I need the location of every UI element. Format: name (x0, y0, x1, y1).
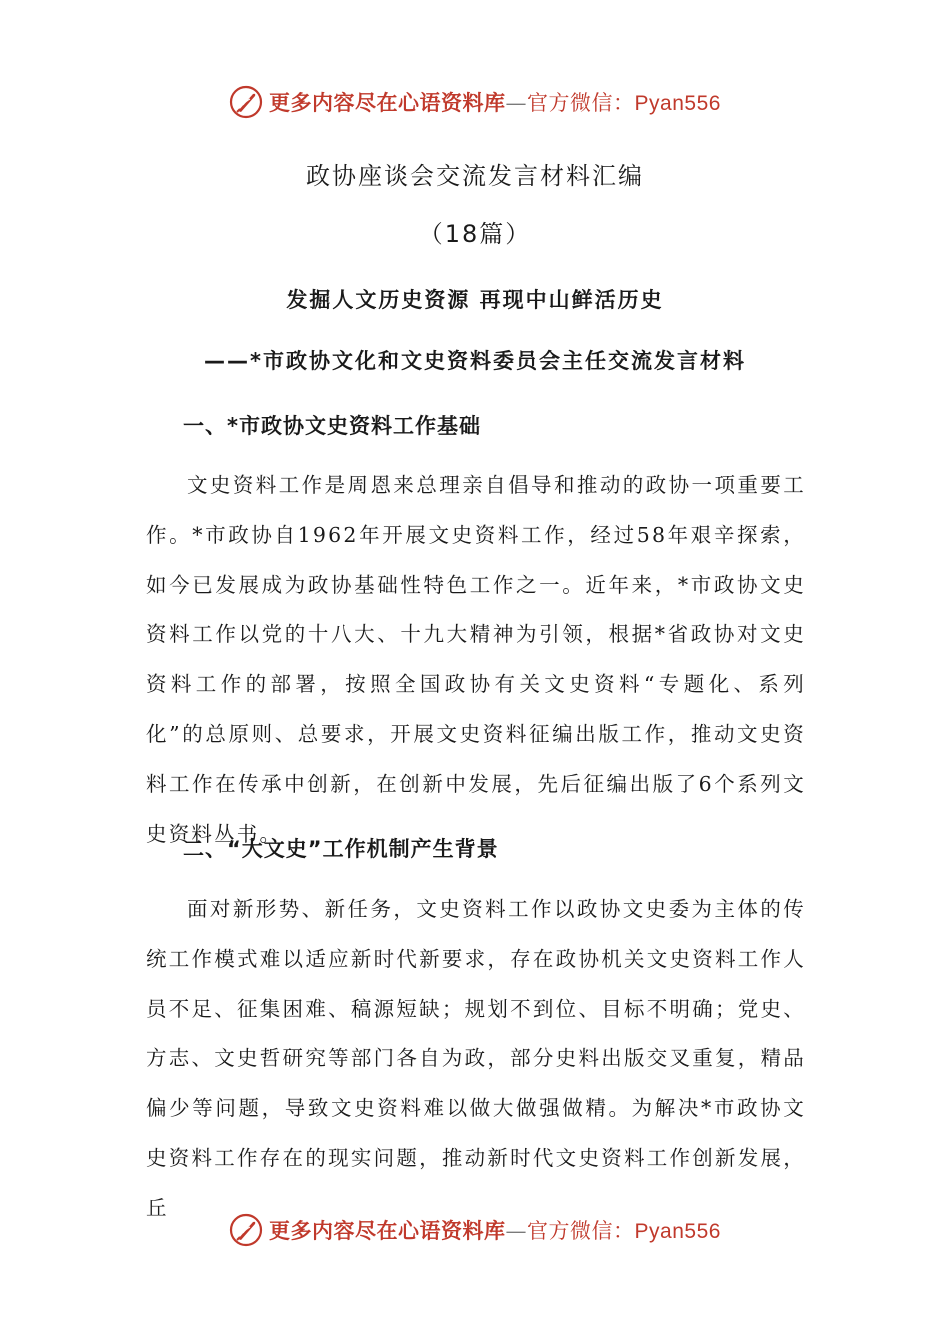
collection-title: 政协座谈会交流发言材料汇编 (306, 162, 644, 190)
watermark-text: 更多内容尽在心语资料库—官方微信：Pyan556 (269, 1218, 721, 1243)
watermark-text: 更多内容尽在心语资料库—官方微信：Pyan556 (269, 90, 721, 115)
article-title: 发掘人文历史资源 再现中山鲜活历史 (286, 288, 664, 312)
section-paragraph: 面对新形势、新任务，文史资料工作以政协文史委为主体的传统工作模式难以适应新时代新要求，存在政协机关文史资料工作人员不足、征集困难、稿源短缺；规划不到位、目标不明确；党史、方志、文史哲研究等部门各自为政，部分史料出版交叉重复，精品偏少等问题，导致文史资料难以做大做强做精。为解决*市政协文史资料工作存在的现实问题，推动新时代文史资料工作创新发展，丘 (146, 897, 806, 1220)
section-heading: 一、*市政协文史资料工作基础 (183, 414, 481, 438)
watermark-footer (0, 1210, 950, 1250)
quill-pen-logo-icon (229, 1213, 263, 1247)
quill-pen-logo-icon (229, 85, 263, 119)
article-count: （18篇） (418, 220, 532, 248)
article-subtitle: ——*市政协文化和文史资料委员会主任交流发言材料 (204, 349, 746, 373)
watermark-header (0, 82, 950, 122)
section-heading: 二、“大文史”工作机制产生背景 (183, 837, 499, 861)
section-paragraph: 文史资料工作是周恩来总理亲自倡导和推动的政协一项重要工作。*市政协自1962年开展文史资料工作，经过58年艰辛探索，如今已发展成为政协基础性特色工作之一。近年来，*市政协文史资料工作以党的十八大、十九大精神为引领，根据*省政协对文史资料工作的部署，按照全国政协有关文史资料“专题化、系列化”的总原则、总要求，开展文史资料征编出版工作，推动文史资料工作在传承中创新，在创新中发展，先后征编出版了6个系列文史资料丛书。 (146, 473, 806, 846)
